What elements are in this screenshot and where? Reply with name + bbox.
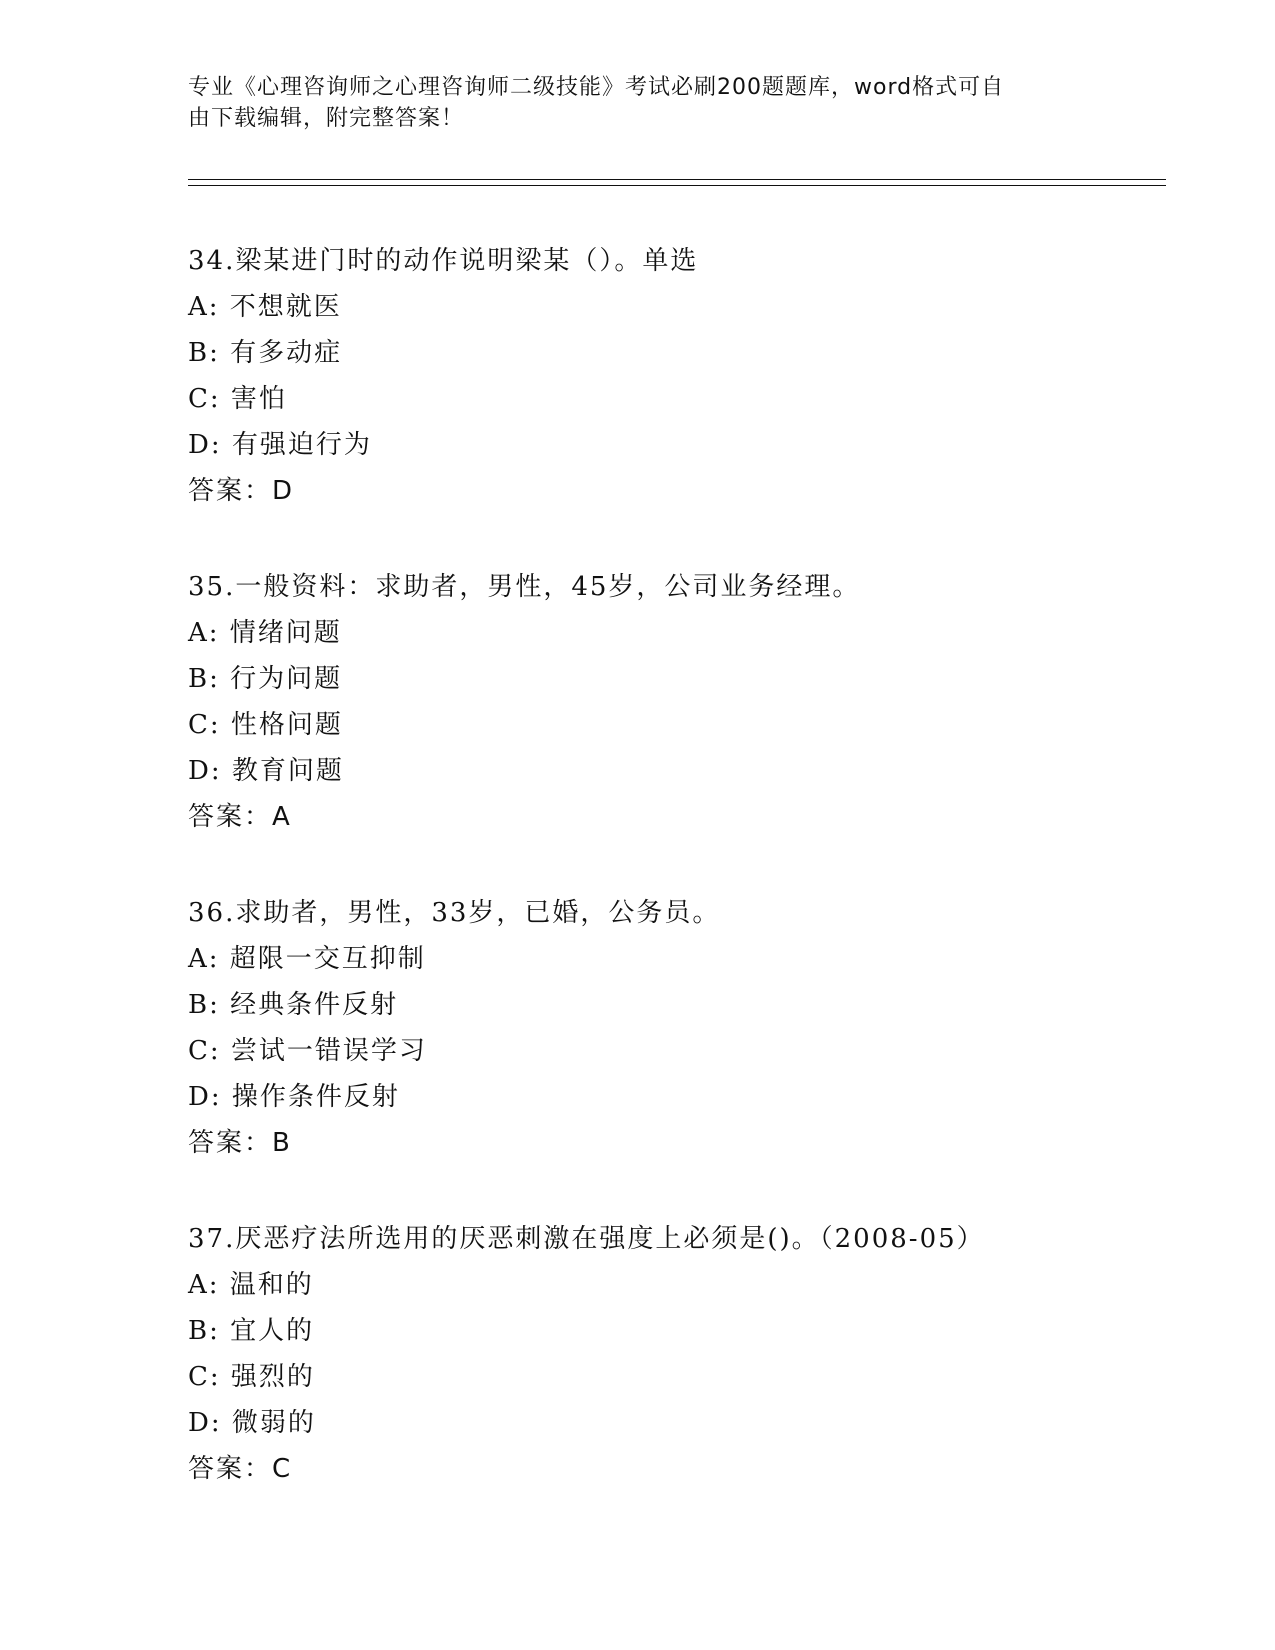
option-b: B: 经典条件反射 [188, 990, 399, 1020]
header-divider-bottom [188, 185, 1166, 186]
header-line-1: 专业《心理咨询师之心理咨询师二级技能》考试必刷200题题库，word格式可自 [188, 75, 1005, 100]
answer: 答案：C [188, 1454, 293, 1484]
option-c: C: 强烈的 [188, 1362, 315, 1392]
option-a: A: 不想就医 [188, 292, 342, 322]
question-stem: 36.求助者，男性，33岁，已婚，公务员。 [188, 898, 721, 928]
option-b: B: 有多动症 [188, 338, 343, 368]
option-c: C: 害怕 [188, 384, 287, 414]
option-d: D: 有强迫行为 [188, 430, 372, 460]
option-b: B: 行为问题 [188, 664, 343, 694]
question-stem: 35.一般资料：求助者，男性，45岁，公司业务经理。 [188, 572, 861, 602]
answer: 答案：D [188, 476, 295, 506]
question-34 [188, 238, 1168, 514]
answer: 答案：B [188, 1128, 292, 1158]
option-a: A: 超限一交互抑制 [188, 944, 426, 974]
option-a: A: 情绪问题 [188, 618, 342, 648]
document-header [188, 72, 1088, 134]
option-d: D: 微弱的 [188, 1408, 316, 1438]
question-stem: 34.梁某进门时的动作说明梁某（）。单选 [188, 246, 699, 276]
question-stem: 37.厌恶疗法所选用的厌恶刺激在强度上必须是()。（2008-05） [188, 1224, 985, 1254]
option-d: D: 教育问题 [188, 756, 344, 786]
question-36 [188, 890, 1168, 1166]
question-37 [188, 1216, 1168, 1492]
question-list [188, 238, 1168, 1542]
option-b: B: 宜人的 [188, 1316, 315, 1346]
answer: 答案：A [188, 802, 292, 832]
header-line-2: 由下载编辑，附完整答案！ [188, 106, 465, 131]
option-d: D: 操作条件反射 [188, 1082, 400, 1112]
option-a: A: 温和的 [188, 1270, 314, 1300]
option-c: C: 性格问题 [188, 710, 343, 740]
option-c: C: 尝试一错误学习 [188, 1036, 427, 1066]
question-35 [188, 564, 1168, 840]
header-divider-top [188, 179, 1166, 180]
